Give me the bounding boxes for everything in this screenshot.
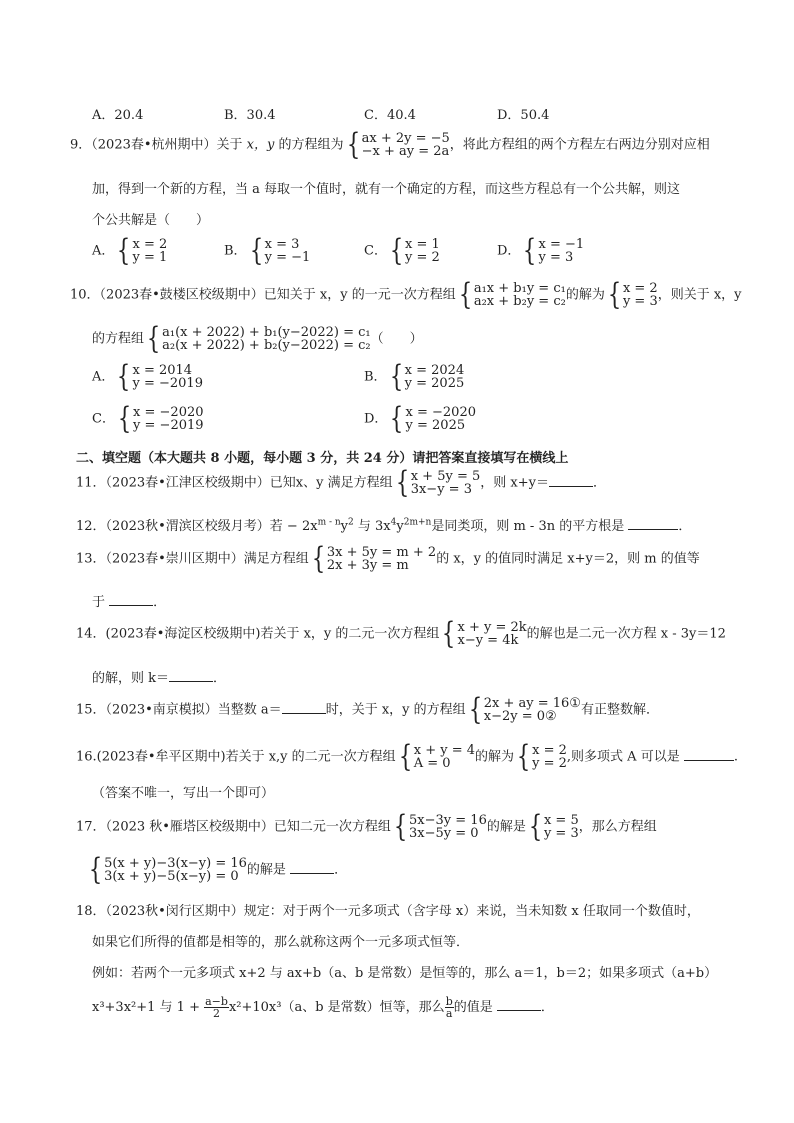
q10-option-b: B． { x = 2024 y = 2025 [364, 359, 465, 394]
answer-blank[interactable] [497, 998, 541, 1011]
question-17-line-2: { 5(x + y)−3(x−y) = 16 3(x + y)−5(x−y) = 0 的解是 ． [88, 852, 348, 887]
fraction-b-over-a: $\frac{b}{a}$ [445, 995, 453, 1020]
equation-system: { ax + 2y = −5 −x + ay = 2a [346, 127, 450, 162]
answer-blank[interactable] [549, 474, 593, 487]
q10-option-d: D． { x = −2020 y = 2025 [364, 401, 476, 436]
answer-blank[interactable] [282, 701, 326, 714]
q10-option-c: C． { x = −2020 y = −2019 [92, 401, 204, 436]
option-a: A．20.4 [92, 108, 144, 123]
answer-blank[interactable] [628, 517, 678, 530]
answer-blank[interactable] [290, 861, 334, 874]
question-18-line-4: x³+3x²+1 与 1 + $\frac{a-b}{2}$ x²+10x³（a、b 是常数）恒等，那么 $\frac{b}{a}$ 的值是 ． [92, 995, 554, 1020]
question-12: 12．（2023秋•渭滨区校级月考）若 − $2x^{m - n}y^2$ 与 $3x^4y^{2m+n}$是同类项，则 m - 3n 的平方根是 ． [76, 517, 692, 534]
answer-blank[interactable] [684, 748, 734, 761]
answer-blank[interactable] [169, 669, 213, 682]
question-17: 17．（2023 秋•雁塔区校级期中）已知二元一次方程组 { 5x−3y = 16 3x−5y = 0 的解是 { x = 5 y = 3 ，那么方程组 [76, 809, 657, 844]
q9-option-b: B． { x = 3 y = −1 [224, 233, 311, 268]
question-16-line-2: （答案不唯一，写出一个即可） [92, 786, 275, 801]
q9-option-c: C． { x = 1 y = 2 [364, 233, 440, 268]
question-9: 9．（2023春•杭州期中）关于 x，y 的方程组为 { ax + 2y = −5 −x + ay = 2a ，将此方程组的两个方程左右两边分别对应相 [70, 127, 710, 162]
question-10: 10．（2023春•鼓楼区校级期中）已知关于 x，y 的一元一次方程组 { a₁x + b₁y = c₁ a₂x + b₂y = c₂ 的解为 { x = 2 y = 3 ，则关于 x，y [70, 277, 742, 312]
q9-option-d: D． { x = −1 y = 3 [497, 233, 585, 268]
question-16: 16.(2023春•牟平区期中)若关于 x,y 的二元一次方程组 { x + y = 4 A = 0 的解为 { x = 2 y = 2 ,则多项式 A 可以是 . [76, 739, 738, 774]
q9-option-a: A． { x = 2 y = 1 [92, 233, 168, 268]
option-b: B．30.4 [224, 108, 276, 123]
section-heading: 二、填空题（本大题共 8 小题，每小题 3 分，共 24 分）请把答案直接填写在横线上 [76, 451, 569, 466]
question-18-line-2: 如果它们所得的值都是相等的，那么就称这两个一元多项式恒等． [92, 935, 470, 950]
question-10-line-2: 的方程组 { a₁(x + 2022) + b₁(y−2022) = c₁ a₂(x + 2022) + b₂(y−2022) = c₂ （ ） [92, 321, 423, 356]
q10-option-a: A． { x = 2014 y = −2019 [92, 359, 203, 394]
question-14-line-2: 的解，则 k＝ ． [92, 671, 227, 686]
option-c: C．40.4 [364, 108, 416, 123]
question-18: 18．（2023秋•闵行区期中）规定：对于两个一元多项式（含字母 x）来说，当未知数 x 任取同一个数值时， [76, 904, 700, 919]
question-15: 15．（2023•南京模拟）当整数 a＝ 时，关于 x，y 的方程组 { 2x + ay = 16① x−2y = 0② 有正整数解． [76, 692, 659, 727]
fraction: $\frac{a-b}{2}$ [205, 995, 228, 1020]
question-11: 11．（2023春•江津区校级期中）已知x、y 满足方程组 { x + 5y = 5 3x−y = 3 ，则 x+y＝ ． [76, 465, 606, 500]
answer-blank[interactable] [109, 593, 153, 606]
question-14: 14．(2023春•海淀区校级期中)若关于 x，y 的二元一次方程组 { x + y = 2k x−y = 4k 的解也是二元一次方程 x - 3y＝12 [76, 616, 726, 651]
question-13: 13．（2023春•崇川区期中）满足方程组 { 3x + 5y = m + 2 2x + 3y = m 的 x，y 的值同时满足 x+y＝2，则 m 的值等 [76, 541, 700, 576]
option-d: D．50.4 [497, 108, 550, 123]
question-13-line-2: 于 ． [92, 595, 167, 610]
question-18-line-3: 例如：若两个一元多项式 x+2 与 ax+b（a、b 是常数）是恒等的，那么 a＝1，b＝2；如果多项式（a+b） [92, 966, 718, 981]
question-9-line-3: 个公共解是（ ） [92, 213, 210, 228]
question-9-line-2: 加，得到一个新的方程，当 a 每取一个值时，就有一个确定的方程，而这些方程总有一个公共解，则这 [92, 182, 681, 197]
